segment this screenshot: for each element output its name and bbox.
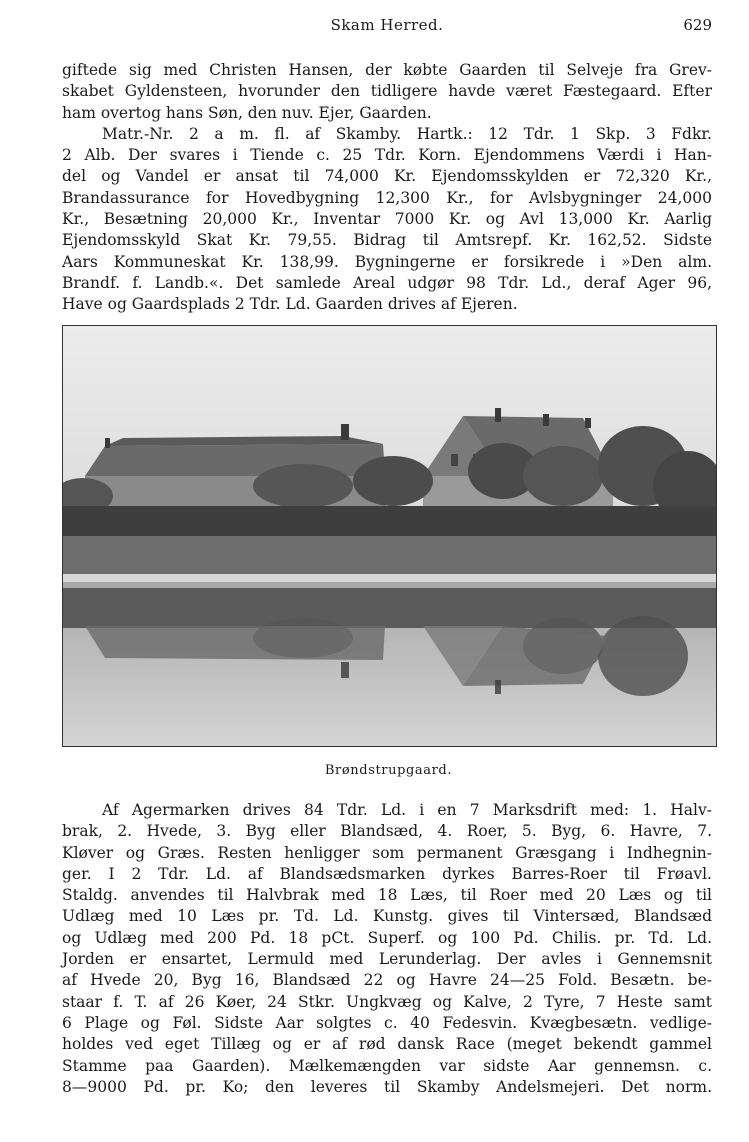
page-number: 629 — [683, 16, 712, 34]
text-line: Staldg. anvendes til Halvbrak med 18 Læs, til Roer med 20 Læs og til — [62, 886, 712, 905]
text-line: Af Agermarken drives 84 Tdr. Ld. i en 7 Marksdrift med: 1. Halv- — [102, 801, 712, 819]
page-header — [62, 16, 712, 42]
text-line: brak, 2. Hvede, 3. Byg eller Blandsæd, 4. Roer, 5. Byg, 6. Havre, 7. — [62, 822, 712, 841]
text-line: 8—9000 Pd. pr. Ko; den leveres til Skamby Andelsmejeri. Det norm. — [62, 1077, 712, 1096]
text-line: holdes ved eget Tillæg og er af rød dansk Race (meget bekendt gammel — [62, 1035, 712, 1054]
text-line: Kløver og Græs. Resten henligger som permanent Græsgang i Indhegnin- — [62, 843, 712, 862]
text-line: Have og Gaardsplads 2 Tdr. Ld. Gaarden drives af Ejeren. — [62, 295, 518, 314]
paragraph-bottom — [62, 800, 712, 1098]
running-title: Skam Herred. — [330, 16, 444, 34]
text-line: Stamme paa Gaarden). Mælkemængden var sidste Aar gennemsn. c. — [62, 1056, 712, 1075]
farm-photograph-drawing — [63, 326, 716, 746]
text-line: Brandf. f. Landb.«. Det samlede Areal udgør 98 Tdr. Ld., deraf Ager 96, — [62, 273, 712, 292]
text-line: ger. I 2 Tdr. Ld. af Blandsædsmarken dyrkes Barres-Roer til Frøavl. — [62, 864, 712, 883]
text-line: del og Vandel er ansat til 74,000 Kr. Ejendomsskylden er 72,320 Kr., — [62, 167, 712, 186]
text-line: staar f. T. af 26 Køer, 24 Stkr. Ungkvæg og Kalve, 2 Tyre, 7 Heste samt — [62, 992, 712, 1011]
text-line: Kr., Besætning 20,000 Kr., Inventar 7000 Kr. og Avl 13,000 Kr. Aarlig — [62, 210, 712, 229]
text-line: Jorden er ensartet, Lermuld med Lerunderlag. Der avles i Gennemsnit — [62, 950, 712, 969]
text-line: 2 Alb. Der svares i Tiende c. 25 Tdr. Korn. Ejendommens Værdi i Han- — [62, 146, 712, 165]
text-line: Brandassurance for Hovedbygning 12,300 Kr., for Avlsbygninger 24,000 — [62, 188, 712, 207]
paragraph-top — [62, 60, 712, 316]
text-line: af Hvede 20, Byg 16, Blandsæd 22 og Havre 24—25 Fold. Besætn. be- — [62, 971, 712, 990]
text-line: giftede sig med Christen Hansen, der købte Gaarden til Selveje fra Grev- — [62, 61, 712, 79]
text-line: ham overtog hans Søn, den nuv. Ejer, Gaarden. — [62, 103, 432, 122]
text-line: Ejendomsskyld Skat Kr. 79,55. Bidrag til Amtsrepf. Kr. 162,52. Sidste — [62, 231, 712, 250]
text-line: skabet Gyldensteen, hvorunder den tidligere havde været Fæstegaard. Efter — [62, 82, 712, 101]
text-line: og Udlæg med 200 Pd. 18 pCt. Superf. og 100 Pd. Chilis. pr. Td. Ld. — [62, 928, 712, 947]
text-line: Aars Kommuneskat Kr. 138,99. Bygningerne er forsikrede i »Den alm. — [62, 252, 712, 271]
farm-photograph — [62, 325, 717, 747]
photo-caption: Brøndstrupgaard. — [324, 763, 453, 778]
text-line: Matr.-Nr. 2 a m. fl. af Skamby. Hartk.: 12 Tdr. 1 Skp. 3 Fdkr. — [102, 124, 712, 143]
text-line: 6 Plage og Føl. Sidste Aar solgtes c. 40 Fedesvin. Kvægbesætn. vedlige- — [62, 1013, 712, 1032]
text-line: Udlæg med 10 Læs pr. Td. Ld. Kunstg. gives til Vintersæd, Blandsæd — [62, 907, 712, 926]
